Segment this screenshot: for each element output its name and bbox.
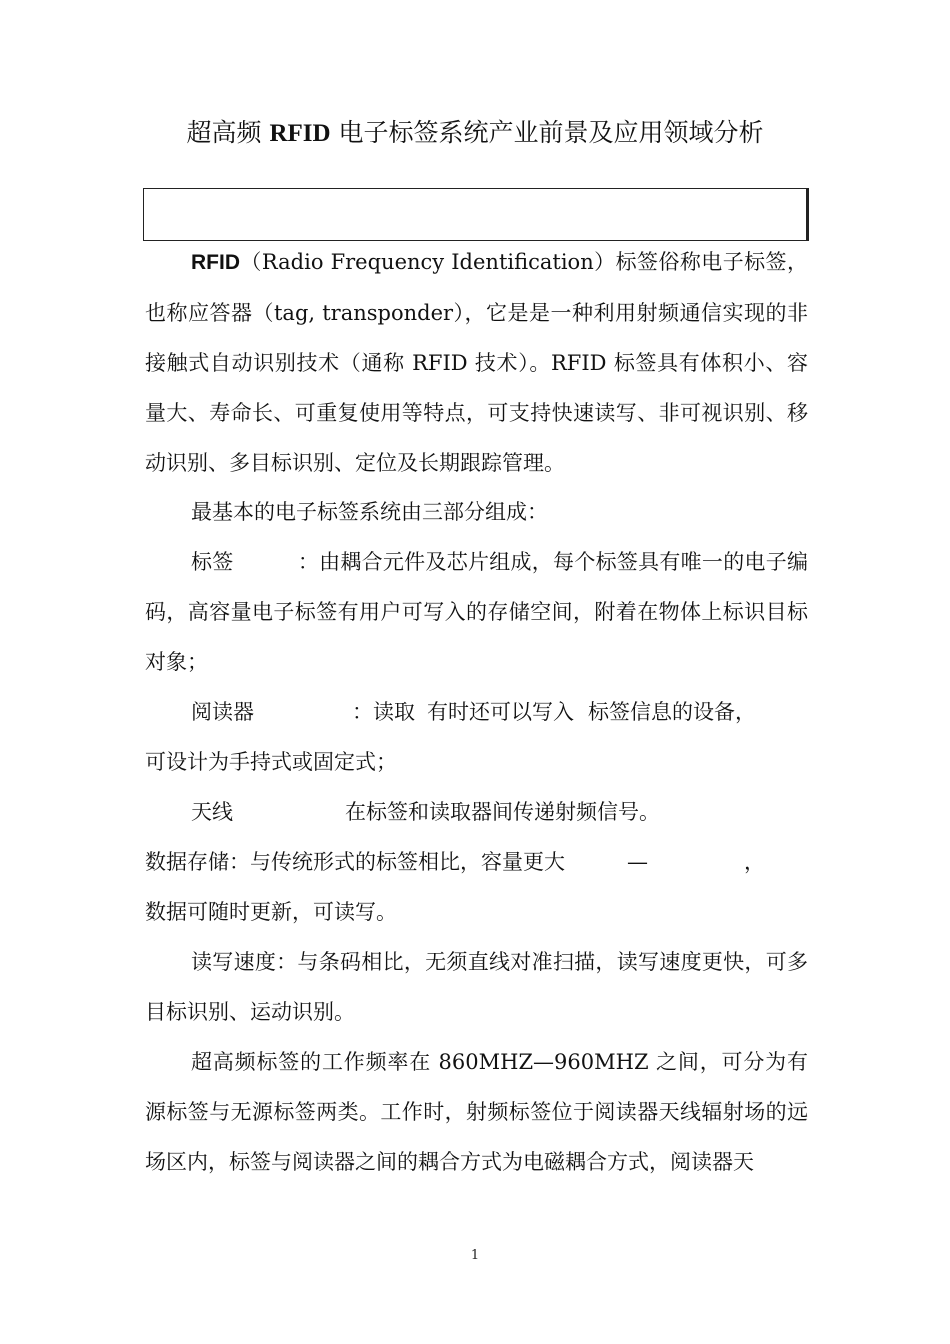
storage-continuation: 数据可随时更新，可读写。	[145, 900, 397, 924]
empty-text-box	[143, 188, 809, 241]
paragraph-read-speed: 读写速度：与条码相比，无须直线对准扫描，读写速度更快，可多目标识别、运动识别。	[145, 950, 808, 1024]
title-pre: 超高频	[186, 118, 270, 147]
antenna-text: 在标签和读取器间传递射频信号。	[345, 800, 660, 824]
paragraph-rfid-intro	[145, 237, 808, 488]
storage-comma: ，	[744, 850, 765, 874]
tag-term: 标签	[191, 550, 234, 574]
paragraph-reader	[191, 687, 854, 737]
document-title	[0, 115, 950, 152]
paragraph-uhf: 超高频标签的工作频率在 860MHZ—960MHZ 之间，可分为有源标签与无源标签两类。工作时，射频标签位于阅读器天线辐射场的远场区内，标签与阅读器之间的耦合方式为电磁耦合方式，阅读器天	[145, 1050, 808, 1174]
paragraph-components: 最基本的电子标签系统由三部分组成：	[191, 500, 548, 524]
reader-term: 阅读器	[191, 700, 254, 724]
paragraph-tag	[145, 537, 808, 687]
reader-text2: 有时还可以写入	[427, 700, 574, 724]
tag-text: ：由耦合元件及芯片组成，每个标签具有唯一的电子编码，高容量电子标签有用户可写入的存储空间，附着在物体上标识目标对象；	[145, 550, 809, 674]
rfid-lead: RFID	[191, 251, 240, 274]
title-post: 电子标签系统产业前景及应用领域分析	[330, 118, 764, 147]
rfid-intro-text: （Radio Frequency Identification）标签俗称电子标签，也称应答器（tag, transponder），它是是一种利用射频通信实现的非接触式自动识别技术（通称 RFID 技术）。RFID 标签具有体积小、容量大、寿命长、可重复使用等特点，可支持快速读写、非可视识别、移动识别、多目标识别、定位及长期跟踪管理。	[145, 250, 808, 475]
title-bold: RFID	[269, 120, 331, 147]
page-number: 1	[470, 1248, 480, 1263]
paragraph-data-storage	[145, 837, 808, 887]
reader-text3: 标签信息的设备，	[588, 700, 756, 724]
reader-continuation: 可设计为手持式或固定式；	[145, 750, 397, 774]
paragraph-antenna	[191, 787, 854, 837]
storage-dash: —	[627, 850, 648, 874]
reader-text1: ：读取	[352, 700, 415, 724]
storage-text: 数据存储：与传统形式的标签相比，容量更大	[145, 850, 565, 874]
antenna-term: 天线	[191, 800, 233, 824]
